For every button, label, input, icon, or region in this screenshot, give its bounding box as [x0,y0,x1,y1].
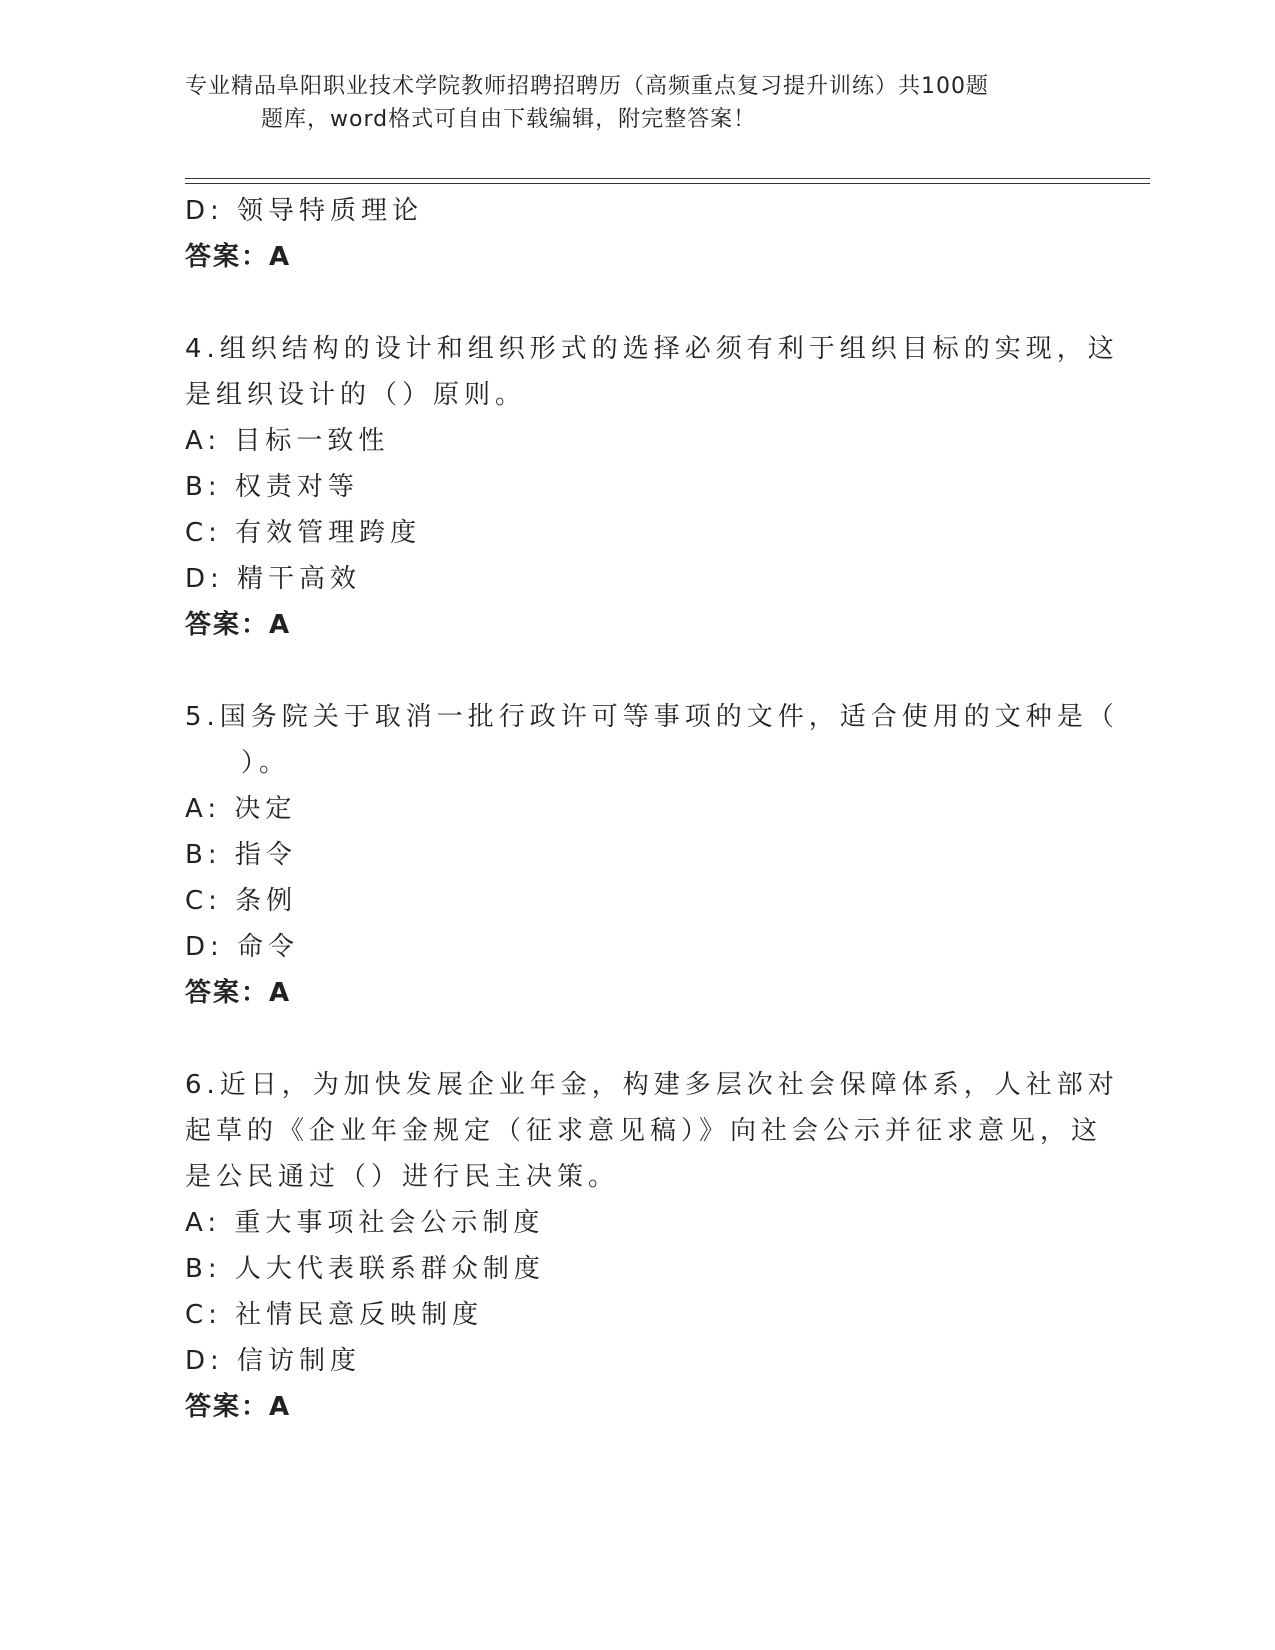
question-stem-continued: 是组织设计的（）原则。 [185,380,527,410]
document-header [185,70,1065,136]
question-5 [185,694,1119,1016]
answer-line: 答案：A [185,1392,292,1422]
question-stem-continued: 起草的《企业年金规定（征求意见稿）》向社会公示并征求意见，这 [185,1116,1103,1146]
question-stem-continued: 是公民通过（）进行民主决策。 [185,1162,620,1192]
option-b: B: 人大代表联系群众制度 [185,1254,545,1284]
option-c: C: 条例 [185,886,298,916]
option-a: A: 目标一致性 [185,426,390,456]
option-a: A: 决定 [185,794,297,824]
option-a: A: 重大事项社会公示制度 [185,1208,545,1238]
header-title-line2: 题库，word格式可自由下载编辑，附完整答案！ [261,107,757,132]
question-3-tail [185,188,1065,280]
option-d: D: 命令 [185,932,300,962]
header-title-line1: 专业精品阜阳职业技术学院教师招聘招聘历（高频重点复习提升训练）共100题 [185,74,989,99]
spacer [185,280,1065,326]
question-6 [185,1062,1119,1430]
option-c: C: 社情民意反映制度 [185,1300,484,1330]
question-stem-continued: ）。 [241,748,291,778]
option-b: B: 权责对等 [185,472,359,502]
option-d: D: 信访制度 [185,1346,362,1376]
header-divider-top [185,178,1150,179]
answer-line: 答案：A [185,978,292,1008]
answer-line: 答案：A [185,610,292,640]
question-stem: 6.近日，为加快发展企业年金，构建多层次社会保障体系，人社部对 [185,1070,1119,1100]
option-c: C: 有效管理跨度 [185,518,422,548]
question-stem: 5.国务院关于取消一批行政许可等事项的文件，适合使用的文种是（ [185,702,1119,732]
option-d: D: 精干高效 [185,564,362,594]
question-stem: 4.组织结构的设计和组织形式的选择必须有利于组织目标的实现，这 [185,334,1119,364]
spacer [185,1016,1065,1062]
option-b: B: 指令 [185,840,297,870]
answer-line: 答案：A [185,242,292,272]
spacer [185,648,1065,694]
option-d: D: 领导特质理论 [185,196,424,226]
header-divider-bottom [185,183,1150,184]
question-4 [185,326,1119,648]
document-body [185,188,1119,1430]
